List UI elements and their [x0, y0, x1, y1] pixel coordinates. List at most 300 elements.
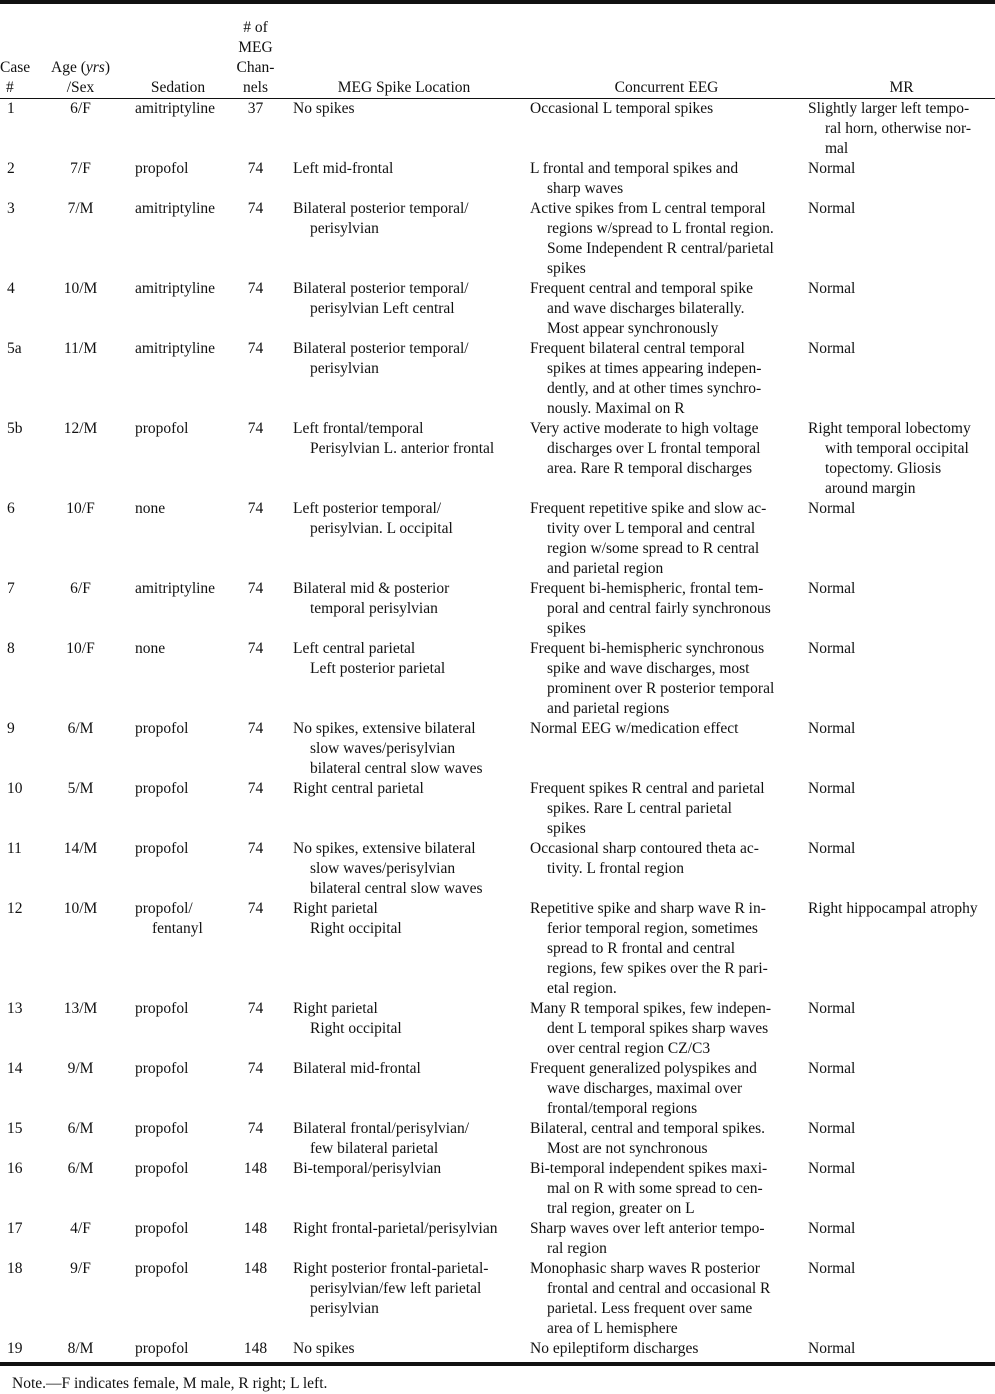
concurrent-eeg-line: Frequent bi-hemispheric synchronous — [530, 640, 765, 657]
meg-spike-location-line: Right frontal-parietal/perisylvian — [293, 1220, 498, 1237]
meg-channels: 74 — [247, 340, 264, 357]
mr-finding-line: topectomy. Gliosis — [825, 460, 942, 477]
concurrent-eeg-line: Most appear synchronously — [547, 320, 719, 337]
concurrent-eeg-line: Bilateral, central and temporal spikes. — [530, 1120, 765, 1137]
concurrent-eeg-line: over central region CZ/C3 — [547, 1040, 711, 1057]
meg-spike-location-line: Right posterior frontal-parietal- — [293, 1260, 489, 1277]
concurrent-eeg — [525, 1259, 808, 1339]
sedation-line: propofol — [135, 1260, 189, 1277]
concurrent-eeg-line: area. Rare R temporal discharges — [547, 460, 753, 477]
sedation — [128, 1059, 228, 1119]
age-sex: 10/M — [63, 280, 98, 297]
mr-finding — [808, 199, 995, 279]
meg-channels: 74 — [247, 160, 264, 177]
case-number: 17 — [7, 1220, 23, 1237]
sedation-line: amitriptyline — [135, 340, 216, 357]
sedation — [128, 779, 228, 839]
age-sex: 7/F — [70, 160, 91, 177]
concurrent-eeg-line: dent L temporal spikes sharp waves — [547, 1020, 769, 1037]
mr-finding-line: with temporal occipital — [825, 440, 969, 457]
table-row — [0, 839, 995, 899]
table-row — [0, 159, 995, 199]
concurrent-eeg — [525, 719, 808, 779]
table-row — [0, 999, 995, 1059]
table-row — [0, 1159, 995, 1219]
concurrent-eeg-line: Sharp waves over left anterior tempo- — [530, 1220, 765, 1237]
header-mr: MR — [889, 79, 914, 96]
mr-finding — [808, 159, 995, 199]
concurrent-eeg-line: etal region. — [547, 980, 617, 997]
meg-spike-location — [283, 779, 525, 839]
table-row — [0, 499, 995, 579]
sedation — [128, 1259, 228, 1339]
meg-channels: 148 — [243, 1260, 268, 1277]
case-number: 13 — [7, 1000, 23, 1017]
meg-spike-location-line: Bilateral mid & posterior — [293, 580, 450, 597]
meg-spike-location-line: Left central parietal — [293, 640, 416, 657]
concurrent-eeg — [525, 639, 808, 719]
concurrent-eeg — [525, 1219, 808, 1259]
age-sex: 12/M — [63, 420, 98, 437]
case-number: 14 — [7, 1060, 23, 1077]
age-sex: 14/M — [63, 840, 98, 857]
age-sex: 6/F — [70, 580, 91, 597]
concurrent-eeg-line: tivity over L temporal and central — [547, 520, 756, 537]
concurrent-eeg-line: and parietal regions — [547, 700, 670, 717]
meg-channels: 74 — [247, 1060, 264, 1077]
mr-finding-line: Normal — [808, 200, 856, 217]
concurrent-eeg — [525, 1059, 808, 1119]
header-age-sex: Age (yrs) /Sex — [51, 59, 110, 96]
concurrent-eeg — [525, 279, 808, 339]
sedation — [128, 1339, 228, 1359]
case-number: 8 — [7, 640, 15, 657]
concurrent-eeg-line: and wave discharges bilaterally. — [547, 300, 745, 317]
concurrent-eeg-line: regions w/spread to L frontal region. — [547, 220, 774, 237]
meg-spike-location-line: Right parietal — [293, 1000, 378, 1017]
concurrent-eeg-line: tral region, greater on L — [547, 1200, 695, 1217]
age-sex: 10/F — [66, 640, 95, 657]
meg-channels: 148 — [243, 1160, 268, 1177]
sedation — [128, 839, 228, 899]
concurrent-eeg-line: regions, few spikes over the R pari- — [547, 960, 768, 977]
concurrent-eeg-line: Very active moderate to high voltage — [530, 420, 759, 437]
mr-finding — [808, 419, 995, 499]
table-row — [0, 1059, 995, 1119]
concurrent-eeg-line: Bi-temporal independent spikes maxi- — [530, 1160, 768, 1177]
case-number: 15 — [7, 1120, 23, 1137]
sedation — [128, 1159, 228, 1219]
concurrent-eeg — [525, 1119, 808, 1159]
mr-finding-line: Normal — [808, 1220, 856, 1237]
mr-finding-line: Normal — [808, 280, 856, 297]
age-sex: 4/F — [70, 1220, 91, 1237]
concurrent-eeg-line: Repetitive spike and sharp wave R in- — [530, 900, 766, 917]
mr-finding-line: Normal — [808, 340, 856, 357]
table-row — [0, 339, 995, 419]
meg-spike-location-line: slow waves/perisylvian — [310, 860, 456, 877]
mr-finding-line: mal — [825, 140, 849, 157]
meg-spike-location-line: perisylvian. L occipital — [310, 520, 453, 537]
header-meg-spike-location: MEG Spike Location — [337, 79, 471, 96]
age-sex: 6/F — [70, 100, 91, 117]
sedation-line: propofol/ — [135, 900, 193, 917]
meg-spike-location — [283, 1119, 525, 1159]
table-row — [0, 279, 995, 339]
concurrent-eeg-line: spikes. Rare L central parietal — [547, 800, 732, 817]
sedation-line: propofol — [135, 1000, 189, 1017]
case-number: 11 — [7, 840, 22, 857]
mr-finding-line: Normal — [808, 1000, 856, 1017]
mr-finding-line: Normal — [808, 1260, 856, 1277]
concurrent-eeg-line: Frequent bi-hemispheric, frontal tem- — [530, 580, 764, 597]
table-row — [0, 899, 995, 999]
mr-finding-line: Slightly larger left tempo- — [808, 100, 970, 117]
case-number: 18 — [7, 1260, 23, 1277]
table-body — [0, 98, 995, 1359]
concurrent-eeg — [525, 579, 808, 639]
concurrent-eeg-line: Occasional sharp contoured theta ac- — [530, 840, 759, 857]
concurrent-eeg-line: Frequent bilateral central temporal — [530, 340, 745, 357]
concurrent-eeg-line: Active spikes from L central temporal — [530, 200, 766, 217]
age-sex: 11/M — [63, 340, 97, 357]
meg-spike-location-line: Bilateral posterior temporal/ — [293, 340, 469, 357]
header-concurrent-eeg: Concurrent EEG — [614, 79, 719, 96]
mr-finding-line: Normal — [808, 840, 856, 857]
concurrent-eeg — [525, 499, 808, 579]
table-row — [0, 1259, 995, 1339]
concurrent-eeg-line: area of L hemisphere — [547, 1320, 678, 1337]
case-number: 12 — [7, 900, 23, 917]
meg-spike-location-line: No spikes — [293, 100, 355, 117]
meg-spike-location-line: No spikes — [293, 1340, 355, 1357]
sedation-line: propofol — [135, 1160, 189, 1177]
mr-finding — [808, 1339, 995, 1359]
age-sex: 9/M — [67, 1060, 94, 1077]
table-row — [0, 1219, 995, 1259]
table-row — [0, 639, 995, 719]
meg-spike-location-line: Left posterior temporal/ — [293, 500, 442, 517]
mr-finding — [808, 999, 995, 1059]
meg-spike-location — [283, 1339, 525, 1359]
mr-finding-line: Normal — [808, 780, 856, 797]
mr-finding — [808, 719, 995, 779]
table-header-row — [0, 6, 995, 98]
sedation-line: propofol — [135, 160, 189, 177]
sedation — [128, 339, 228, 419]
concurrent-eeg-line: dently, and at other times synchro- — [547, 380, 762, 397]
sedation-line: propofol — [135, 780, 189, 797]
meg-spike-location-line: bilateral central slow waves — [310, 760, 483, 777]
sedation — [128, 579, 228, 639]
meg-spike-location-line: Bilateral mid-frontal — [293, 1060, 421, 1077]
mr-finding — [808, 1259, 995, 1339]
case-number: 3 — [7, 200, 15, 217]
case-number: 5b — [7, 420, 23, 437]
mr-finding — [808, 639, 995, 719]
meg-spike-location — [283, 279, 525, 339]
sedation — [128, 499, 228, 579]
concurrent-eeg — [525, 339, 808, 419]
concurrent-eeg-line: Most are not synchronous — [547, 1140, 708, 1157]
header-meg-channels: # of MEG Chan- nels — [236, 19, 275, 96]
mr-finding — [808, 1159, 995, 1219]
mr-finding — [808, 98, 995, 159]
meg-spike-location — [283, 999, 525, 1059]
mr-finding-line: Normal — [808, 160, 856, 177]
concurrent-eeg-line: nously. Maximal on R — [547, 400, 685, 417]
concurrent-eeg-line: sharp waves — [547, 180, 624, 197]
mr-finding-line: Normal — [808, 1340, 856, 1357]
meg-channels: 74 — [247, 280, 264, 297]
mr-finding — [808, 579, 995, 639]
meg-spike-location-line: perisylvian Left central — [310, 300, 455, 317]
sedation-line: fentanyl — [152, 920, 203, 937]
meg-spike-location-line: Left frontal/temporal — [293, 420, 424, 437]
sedation-line: propofol — [135, 720, 189, 737]
meg-spike-location-line: perisylvian — [310, 1300, 379, 1317]
age-sex: 7/M — [67, 200, 94, 217]
concurrent-eeg — [525, 419, 808, 499]
mr-finding-line: Normal — [808, 720, 856, 737]
meg-spike-location-line: Left mid-frontal — [293, 160, 394, 177]
sedation-line: propofol — [135, 1120, 189, 1137]
meg-spike-location-line: Bilateral frontal/perisylvian/ — [293, 1120, 470, 1137]
mr-finding — [808, 1059, 995, 1119]
meg-spike-location-line: few bilateral parietal — [310, 1140, 439, 1157]
mr-finding-line: Normal — [808, 500, 856, 517]
concurrent-eeg-line: spikes — [547, 260, 586, 277]
meg-channels: 74 — [247, 500, 264, 517]
sedation-line: none — [135, 500, 166, 517]
sedation-line: propofol — [135, 1340, 189, 1357]
concurrent-eeg-line: Some Independent R central/parietal — [547, 240, 774, 257]
age-sex: 6/M — [67, 1120, 94, 1137]
meg-spike-location-line: No spikes, extensive bilateral — [293, 840, 476, 857]
concurrent-eeg — [525, 98, 808, 159]
meg-spike-location-line: Right occipital — [310, 920, 402, 937]
meg-spike-location — [283, 1159, 525, 1219]
concurrent-eeg-line: frontal/temporal regions — [547, 1100, 698, 1117]
mr-finding-line: Normal — [808, 580, 856, 597]
mr-finding-line: Normal — [808, 1120, 856, 1137]
mr-finding-line: Normal — [808, 1160, 856, 1177]
meg-spike-location-line: perisylvian — [310, 220, 379, 237]
case-number: 4 — [7, 280, 15, 297]
age-sex: 6/M — [67, 1160, 94, 1177]
case-number: 9 — [7, 720, 15, 737]
mr-finding-line: Right hippocampal atrophy — [808, 900, 978, 917]
meg-channels: 74 — [247, 900, 264, 917]
meg-channels: 74 — [247, 580, 264, 597]
table-row — [0, 1119, 995, 1159]
mr-finding-line: Normal — [808, 640, 856, 657]
header-sedation: Sedation — [150, 79, 206, 96]
concurrent-eeg-line: ral region — [547, 1240, 607, 1257]
table-row — [0, 98, 995, 159]
sedation — [128, 159, 228, 199]
concurrent-eeg-line: Frequent spikes R central and parietal — [530, 780, 765, 797]
sedation — [128, 98, 228, 159]
concurrent-eeg — [525, 839, 808, 899]
meg-spike-location — [283, 159, 525, 199]
concurrent-eeg-line: Many R temporal spikes, few indepen- — [530, 1000, 772, 1017]
meg-spike-location — [283, 98, 525, 159]
concurrent-eeg-line: and parietal region — [547, 560, 664, 577]
sedation-line: amitriptyline — [135, 100, 216, 117]
case-number: 10 — [7, 780, 23, 797]
sedation — [128, 639, 228, 719]
meg-spike-location-line: Left posterior parietal — [310, 660, 446, 677]
sedation — [128, 719, 228, 779]
concurrent-eeg-line: spike and wave discharges, most — [547, 660, 750, 677]
meg-channels: 74 — [247, 720, 264, 737]
meg-spike-location — [283, 639, 525, 719]
concurrent-eeg-line: spread to R frontal and central — [547, 940, 736, 957]
mr-finding — [808, 779, 995, 839]
meg-channels: 74 — [247, 420, 264, 437]
meg-spike-location — [283, 1219, 525, 1259]
meg-channels: 74 — [247, 780, 264, 797]
meg-spike-location-line: Bilateral posterior temporal/ — [293, 280, 469, 297]
table-row — [0, 579, 995, 639]
meg-spike-location-line: Right parietal — [293, 900, 378, 917]
sedation-line: propofol — [135, 420, 189, 437]
concurrent-eeg-line: discharges over L frontal temporal — [547, 440, 761, 457]
meg-spike-location — [283, 579, 525, 639]
sedation-line: propofol — [135, 1060, 189, 1077]
meg-spike-location-line: perisylvian/few left parietal — [310, 1280, 482, 1297]
meg-spike-location-line: slow waves/perisylvian — [310, 740, 456, 757]
sedation — [128, 1119, 228, 1159]
age-sex: 10/M — [63, 900, 98, 917]
meg-spike-location-line: Right occipital — [310, 1020, 402, 1037]
meg-spike-location — [283, 1259, 525, 1339]
table-row — [0, 199, 995, 279]
concurrent-eeg-line: ferior temporal region, sometimes — [547, 920, 758, 937]
meg-spike-location — [283, 1059, 525, 1119]
mr-finding — [808, 1119, 995, 1159]
age-sex: 5/M — [67, 780, 94, 797]
concurrent-eeg — [525, 779, 808, 839]
meg-spike-location — [283, 339, 525, 419]
concurrent-eeg-line: frontal and central and occasional R — [547, 1280, 771, 1297]
age-sex: 8/M — [67, 1340, 94, 1357]
concurrent-eeg — [525, 1339, 808, 1359]
table-top-rule — [0, 0, 995, 4]
sedation — [128, 899, 228, 999]
table-row — [0, 419, 995, 499]
mr-finding — [808, 339, 995, 419]
sedation-line: propofol — [135, 840, 189, 857]
concurrent-eeg-line: Frequent central and temporal spike — [530, 280, 753, 297]
age-sex: 9/F — [70, 1260, 91, 1277]
case-number: 19 — [7, 1340, 23, 1357]
sedation — [128, 999, 228, 1059]
mr-finding-line: around margin — [825, 480, 916, 497]
sedation — [128, 419, 228, 499]
meg-channels: 74 — [247, 640, 264, 657]
mr-finding — [808, 899, 995, 999]
sedation-line: amitriptyline — [135, 280, 216, 297]
meg-channels: 148 — [243, 1220, 268, 1237]
mr-finding-line: ral horn, otherwise nor- — [825, 120, 972, 137]
mr-finding-line: Right temporal lobectomy — [808, 420, 971, 437]
case-number: 5a — [7, 340, 22, 357]
concurrent-eeg-line: Frequent generalized polyspikes and — [530, 1060, 757, 1077]
sedation-line: amitriptyline — [135, 580, 216, 597]
sedation-line: amitriptyline — [135, 200, 216, 217]
sedation — [128, 199, 228, 279]
sedation-line: propofol — [135, 1220, 189, 1237]
case-number: 6 — [7, 500, 15, 517]
concurrent-eeg — [525, 199, 808, 279]
table-note: Note.—F indicates female, M male, R right; L left. — [12, 1375, 328, 1392]
age-sex: 6/M — [67, 720, 94, 737]
concurrent-eeg-line: parietal. Less frequent over same — [547, 1300, 753, 1317]
concurrent-eeg-line: region w/some spread to R central — [547, 540, 760, 557]
meg-spike-location — [283, 199, 525, 279]
concurrent-eeg — [525, 899, 808, 999]
concurrent-eeg — [525, 159, 808, 199]
concurrent-eeg-line: Monophasic sharp waves R posterior — [530, 1260, 760, 1277]
table-row — [0, 779, 995, 839]
case-number: 16 — [7, 1160, 23, 1177]
meg-spike-location — [283, 899, 525, 999]
meg-channels: 148 — [243, 1340, 268, 1357]
concurrent-eeg-line: Normal EEG w/medication effect — [530, 720, 739, 737]
age-sex: 10/F — [66, 500, 95, 517]
sedation — [128, 1219, 228, 1259]
concurrent-eeg-line: L frontal and temporal spikes and — [530, 160, 739, 177]
table-row — [0, 719, 995, 779]
mr-finding — [808, 1219, 995, 1259]
concurrent-eeg — [525, 1159, 808, 1219]
sedation — [128, 279, 228, 339]
meg-channels: 74 — [247, 200, 264, 217]
mr-finding — [808, 499, 995, 579]
case-number: 2 — [7, 160, 15, 177]
sedation-line: none — [135, 640, 166, 657]
concurrent-eeg-line: No epileptiform discharges — [530, 1340, 699, 1357]
concurrent-eeg-line: prominent over R posterior temporal — [547, 680, 775, 697]
meg-spike-location — [283, 719, 525, 779]
meg-spike-location — [283, 499, 525, 579]
mr-finding — [808, 279, 995, 339]
meg-spike-location-line: No spikes, extensive bilateral — [293, 720, 476, 737]
case-number: 7 — [7, 580, 15, 597]
age-sex: 13/M — [63, 1000, 98, 1017]
case-number: 1 — [7, 100, 15, 117]
concurrent-eeg — [525, 999, 808, 1059]
case-table — [0, 6, 995, 1359]
concurrent-eeg-line: wave discharges, maximal over — [547, 1080, 743, 1097]
meg-channels: 74 — [247, 1000, 264, 1017]
header-case: Case # — [0, 59, 31, 96]
meg-spike-location-line: Right central parietal — [293, 780, 424, 797]
concurrent-eeg-line: spikes at times appearing indepen- — [547, 360, 762, 377]
meg-channels: 74 — [247, 840, 264, 857]
table-row — [0, 1339, 995, 1359]
concurrent-eeg-line: Occasional L temporal spikes — [530, 100, 714, 117]
meg-channels: 74 — [247, 1120, 264, 1137]
meg-spike-location — [283, 839, 525, 899]
meg-spike-location-line: Bi-temporal/perisylvian — [293, 1160, 442, 1177]
meg-spike-location-line: perisylvian — [310, 360, 379, 377]
mr-finding-line: Normal — [808, 1060, 856, 1077]
meg-spike-location-line: bilateral central slow waves — [310, 880, 483, 897]
meg-spike-location — [283, 419, 525, 499]
